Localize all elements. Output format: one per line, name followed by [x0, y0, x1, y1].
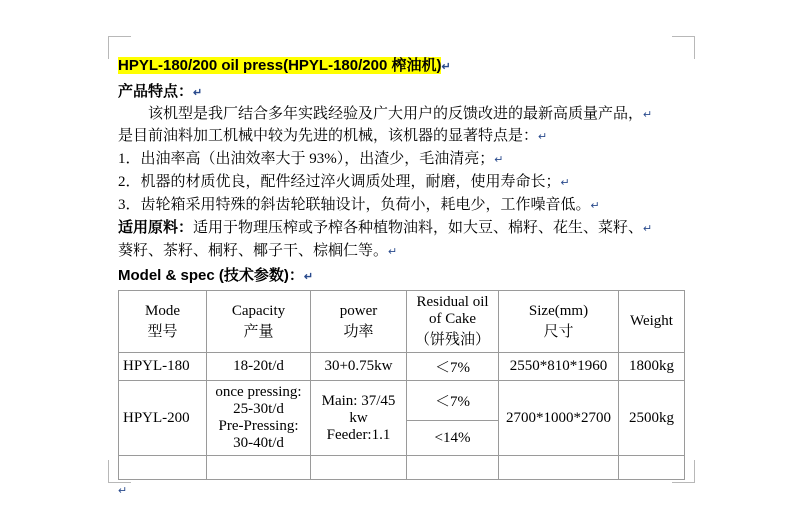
material-text-2: 葵籽、茶籽、桐籽、椰子干、棕榈仁等。	[118, 243, 389, 259]
cell-power-line2: kw	[349, 409, 368, 426]
cell-empty	[207, 456, 311, 480]
paragraph-mark: ↵	[590, 200, 600, 212]
features-heading: 产品特点：	[118, 83, 194, 100]
cell-capacity	[207, 381, 311, 456]
paragraph-mark: ↵	[494, 154, 504, 166]
trailing-paragraph	[118, 480, 684, 502]
feature-item-text: 2．机器的材质优良，配件经过淬火调质处理，耐磨，使用寿命长；	[118, 174, 561, 190]
table-row	[119, 353, 685, 381]
paragraph-mark: ↵	[303, 271, 314, 283]
features-paragraph-1-text: 该机型是我厂结合多年实践经验及广大用户的反馈改进的最新高质量产品，	[148, 106, 644, 122]
cell-empty	[619, 456, 685, 480]
table-header-capacity-cn: 产量	[243, 323, 274, 340]
table-header-residual-oil	[407, 291, 499, 353]
cell-capacity-line4: 30-40t/d	[233, 435, 284, 451]
table-header-capacity	[207, 291, 311, 353]
table-header-residual-cn: （饼残油）	[414, 332, 490, 348]
paragraph-mark: ↵	[118, 485, 128, 497]
feature-item-text: 3．齿轮箱采用特殊的斜齿轮联轴设计，负荷小，耗电少，工作噪音低。	[118, 197, 591, 213]
document-content	[118, 56, 684, 502]
cell-size: 2700*1000*2700	[499, 381, 619, 456]
table-header-model-en: Mode	[145, 302, 180, 319]
table-header-weight-en: Weight	[630, 313, 673, 329]
cell-model: HPYL-180	[119, 353, 207, 381]
paragraph-mark: ↵	[441, 61, 451, 73]
material-paragraph-1	[118, 217, 684, 240]
table-row-empty	[119, 456, 685, 480]
material-label: 适用原料：	[118, 219, 194, 236]
table-header-row	[119, 291, 685, 353]
table-header-capacity-en: Capacity	[231, 302, 286, 319]
table-header-model-cn: 型号	[147, 323, 178, 340]
document-title: HPYL-180/200 oil press(HPYL-180/200 榨油机)	[118, 57, 442, 74]
table-header-size-cn: 尺寸	[543, 323, 574, 340]
material-paragraph-2	[118, 240, 684, 263]
feature-item-text: 1．出油率高（出油效率大于 93%），出渣少，毛油清亮；	[118, 151, 495, 167]
cell-capacity-line2: 25-30t/d	[233, 401, 284, 417]
table-header-size	[499, 291, 619, 353]
table-header-power-cn: 功率	[343, 323, 374, 340]
cell-power-line1: Main: 37/45	[321, 392, 396, 409]
feature-item	[118, 171, 684, 194]
table-header-weight	[619, 291, 685, 353]
features-paragraph-2	[118, 126, 684, 148]
features-paragraph-1	[118, 104, 684, 126]
cell-capacity-line1: once pressing:	[215, 384, 302, 400]
cell-capacity-line3: Pre-Pressing:	[218, 418, 299, 434]
cell-model: HPYL-200	[119, 381, 207, 456]
table-header-residual-en2: of Cake	[428, 311, 477, 327]
cell-power-line3: Feeder:1.1	[326, 426, 391, 443]
cell-residual-oil: ＜7%	[407, 353, 499, 381]
cell-residual-oil: <14%	[407, 421, 499, 456]
feature-item	[118, 148, 684, 171]
table-row	[119, 381, 685, 421]
cell-power	[311, 381, 407, 456]
cell-empty	[311, 456, 407, 480]
table-header-power-en: power	[339, 302, 378, 319]
paragraph-mark: ↵	[388, 246, 398, 258]
cell-power: 30+0.75kw	[311, 353, 407, 381]
cell-weight: 1800kg	[619, 353, 685, 381]
paragraph-mark: ↵	[560, 177, 570, 189]
feature-item	[118, 194, 684, 217]
cell-size: 2550*810*1960	[499, 353, 619, 381]
spec-title-line	[118, 265, 684, 288]
table-header-residual-en1: Residual oil	[416, 294, 489, 310]
document-title-line	[118, 56, 684, 77]
paragraph-mark: ↵	[538, 131, 548, 143]
paragraph-mark: ↵	[193, 87, 203, 99]
cell-weight: 2500kg	[619, 381, 685, 456]
cell-empty	[119, 456, 207, 480]
table-header-power	[311, 291, 407, 353]
features-heading-line	[118, 81, 684, 104]
features-paragraph-2-text: 是目前油料加工机械中较为先进的机械，该机器的显著特点是：	[118, 128, 539, 144]
cell-residual-oil: ＜7%	[407, 381, 499, 421]
cell-empty	[407, 456, 499, 480]
material-text-1: 适用于物理压榨或予榨各种植物油料，如大豆、棉籽、花生、菜籽、	[193, 220, 644, 236]
paragraph-mark: ↵	[643, 223, 653, 235]
spec-table	[118, 290, 685, 480]
spec-title: Model & spec (技术参数)：	[118, 267, 304, 284]
table-header-model	[119, 291, 207, 353]
paragraph-mark: ↵	[643, 109, 653, 121]
table-header-size-en: Size(mm)	[528, 302, 589, 319]
cell-empty	[499, 456, 619, 480]
cell-capacity: 18-20t/d	[207, 353, 311, 381]
